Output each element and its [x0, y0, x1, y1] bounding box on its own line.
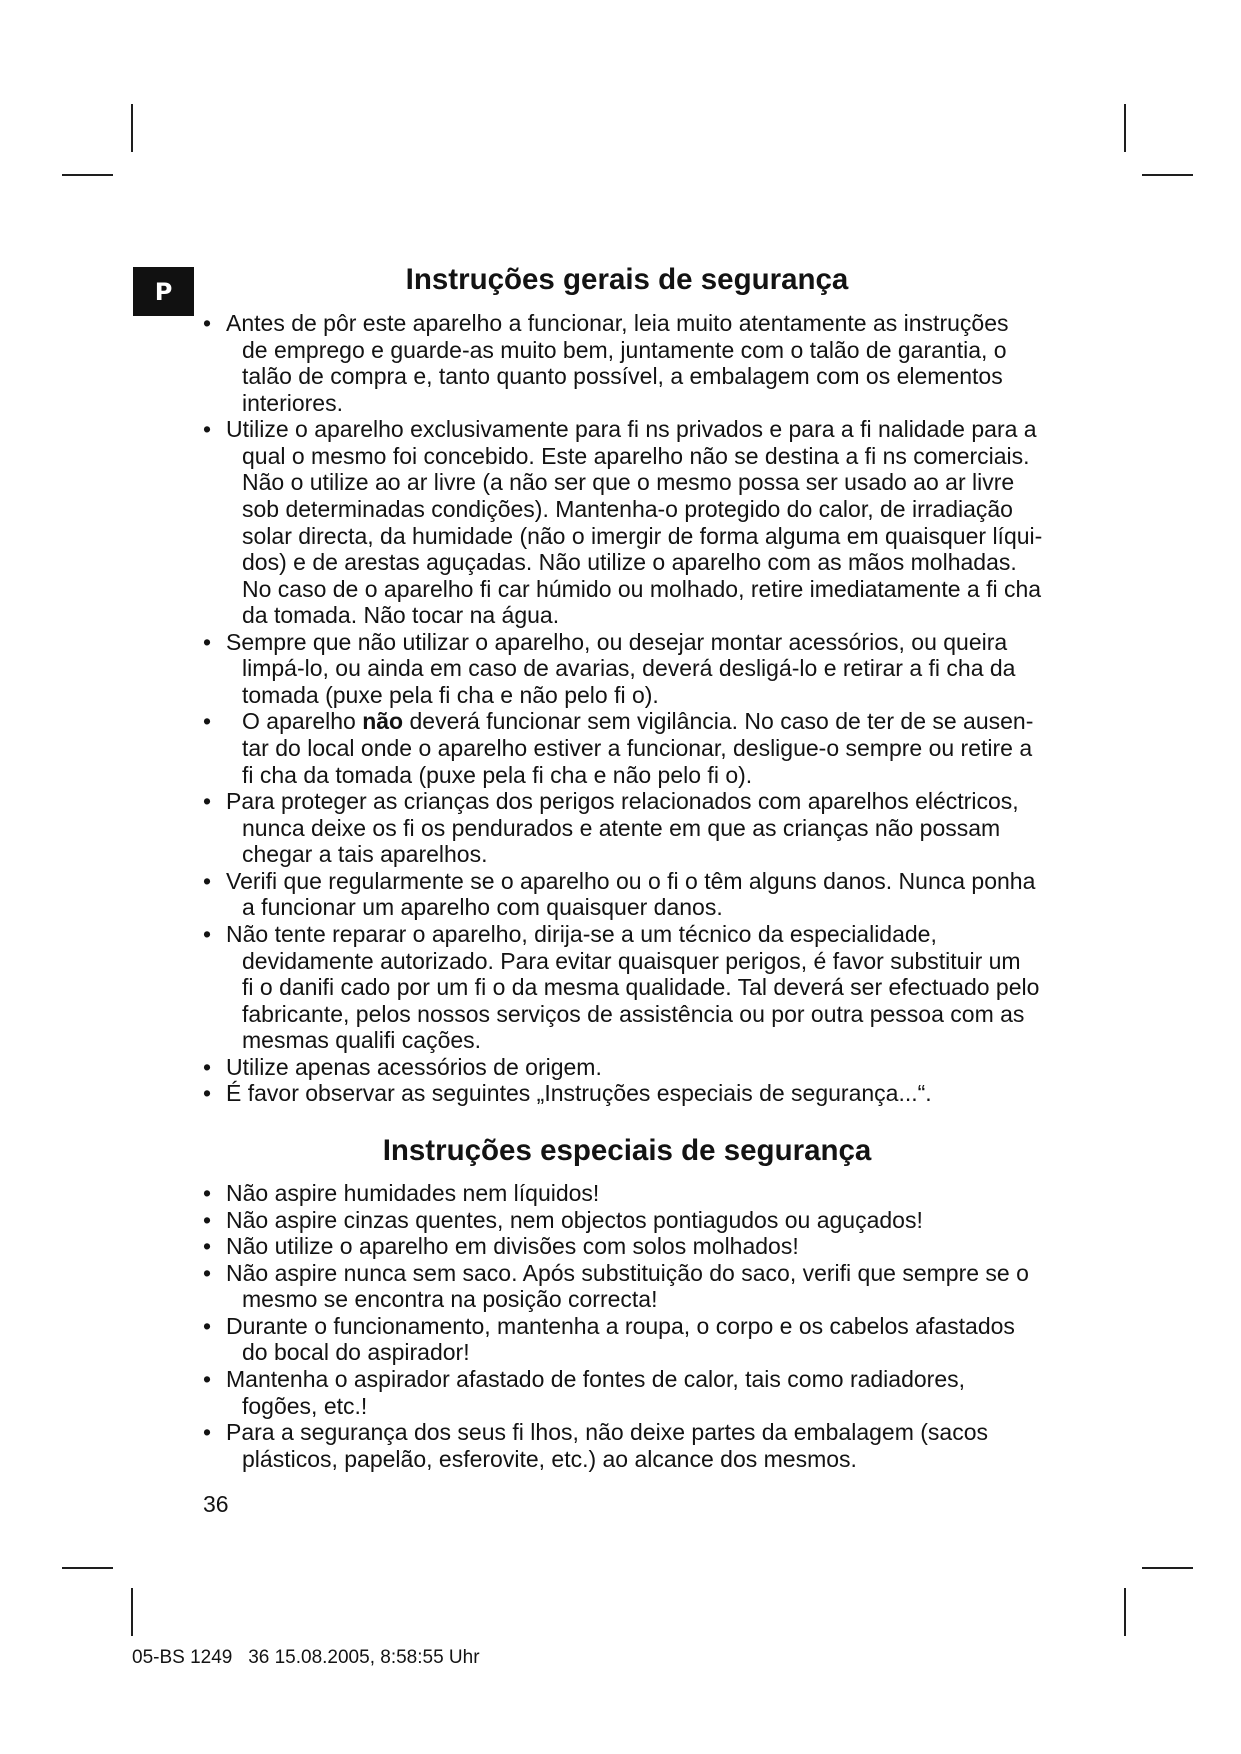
safety-instruction-item — [203, 310, 1042, 416]
text-line: plásticos, papelão, esferovite, etc.) ao alcance dos mesmos. — [242, 1445, 857, 1472]
safety-instruction-item — [203, 920, 1042, 1054]
text-line: mesmo se encontra na posição correcta! — [242, 1286, 658, 1313]
text-line — [226, 708, 1042, 735]
text-line: do bocal do aspirador! — [242, 1339, 470, 1366]
text-line: a funcionar um aparelho com quaisquer danos. — [242, 894, 723, 921]
text-line: de emprego e guarde-as muito bem, juntamente com o talão de garantia, o — [242, 336, 1007, 363]
bullet: • — [203, 920, 212, 947]
bullet: • — [203, 1259, 212, 1286]
language-tab-marker: P — [133, 267, 194, 316]
bullet: • — [203, 310, 212, 336]
safety-instruction-item — [203, 1419, 1029, 1472]
text-line: Verifi que regularmente se o aparelho ou o fi o têm alguns danos. Nunca ponha — [226, 867, 1036, 894]
crop-mark-bottom-right-vertical — [1124, 1588, 1126, 1636]
text-line: Utilize apenas acessórios de origem. — [226, 1053, 602, 1080]
text-line: chegar a tais aparelhos. — [242, 841, 488, 868]
text-line: Utilize o aparelho exclusivamente para fi ns privados e para a fi nalidade para a — [226, 416, 1037, 443]
text-line: talão de compra e, tanto quanto possível, a embalagem com os elementos — [242, 363, 1003, 390]
general-safety-list — [203, 310, 1043, 1107]
text-line: nunca deixe os fi os pendurados e atente em que as crianças não possam — [242, 814, 1001, 841]
safety-instruction-item — [203, 1053, 1042, 1081]
text-line: mesmas qualifi cações. — [242, 1027, 482, 1054]
text-line: tomada (puxe pela fi cha e não pelo fi o). — [242, 681, 659, 708]
text-line: solar directa, da humidade (não o imergir de forma alguma em quaisquer líqui- — [242, 522, 1043, 549]
safety-instruction-item — [203, 1180, 1029, 1207]
safety-instruction-item — [203, 1365, 1029, 1419]
crop-mark-top-left-horizontal — [62, 174, 113, 176]
bullet: • — [203, 1233, 212, 1260]
section-title-general: Instruções gerais de segurança — [405, 263, 849, 296]
bullet: • — [203, 628, 212, 655]
text-segment: deverá funcionar sem vigilância. No caso de ter de se ausen- — [403, 708, 1034, 735]
crop-mark-bottom-left-horizontal — [62, 1567, 113, 1569]
text-line: Para a segurança dos seus fi lhos, não deixe partes da embalagem (sacos — [226, 1419, 988, 1446]
bullet: • — [203, 1312, 212, 1339]
text-line: Não aspire cinzas quentes, nem objectos pontiagudos ou aguçados! — [226, 1206, 923, 1233]
special-safety-list — [203, 1180, 1029, 1472]
safety-instruction-item — [203, 1233, 1029, 1260]
crop-mark-bottom-left-vertical — [131, 1588, 133, 1636]
safety-instruction-item — [203, 788, 1042, 868]
text-line: fogões, etc.! — [242, 1392, 368, 1419]
text-line: fi o danifi cado por um fi o da mesma qualidade. Tal deverá ser efectuado pelo — [242, 974, 1040, 1001]
text-line: tar do local onde o aparelho estiver a funcionar, desligue-o sempre ou retire a — [242, 735, 1033, 761]
safety-instruction-item — [203, 1080, 1042, 1107]
text-line: Durante o funcionamento, mantenha a roupa, o corpo e os cabelos afastados — [226, 1312, 1015, 1339]
bullet: • — [203, 1206, 212, 1233]
text-line: Para proteger as crianças dos perigos relacionados com aparelhos eléctricos, — [226, 788, 1019, 815]
section-title-special: Instruções especiais de segurança — [382, 1134, 872, 1167]
bullet: • — [203, 708, 212, 735]
text-line: Não utilize o aparelho em divisões com solos molhados! — [226, 1233, 799, 1260]
safety-instruction-item — [203, 628, 1042, 709]
text-line: No caso de o aparelho fi car húmido ou molhado, retire imediatamente a fi cha — [242, 575, 1042, 602]
safety-instruction-item — [203, 1206, 1029, 1234]
text-line: Não aspire humidades nem líquidos! — [226, 1180, 600, 1206]
text-line: Mantenha o aspirador afastado de fontes de calor, tais como radiadores, — [226, 1365, 966, 1392]
text-line: qual o mesmo foi concebido. Este aparelho não se destina a fi ns comerciais. — [242, 442, 1030, 469]
emphasis-text: não — [362, 708, 404, 735]
text-line: Não tente reparar o aparelho, dirija-se a um técnico da especialidade, — [226, 920, 937, 947]
text-line: fabricante, pelos nossos serviços de assistência ou por outra pessoa com as — [242, 1000, 1025, 1027]
text-line: da tomada. Não tocar na água. — [242, 602, 560, 629]
text-segment: O aparelho — [242, 708, 363, 735]
bullet: • — [203, 1365, 212, 1392]
text-line: Não o utilize ao ar livre (a não ser que o mesmo possa ser usado ao ar livre — [242, 469, 1015, 496]
text-line: Não aspire nunca sem saco. Após substituição do saco, verifi que sempre se o — [226, 1259, 1029, 1286]
bullet: • — [203, 416, 212, 443]
text-line: sob determinadas condições). Mantenha-o protegido do calor, de irradiação — [242, 495, 1013, 522]
bullet: • — [203, 788, 212, 815]
page-number: 36 — [203, 1491, 229, 1517]
crop-mark-top-left-vertical — [131, 104, 133, 152]
text-line: interiores. — [242, 389, 343, 416]
bullet: • — [203, 1180, 212, 1206]
text-line: devidamente autorizado. Para evitar quaisquer perigos, é favor substituir um — [242, 947, 1021, 974]
text-line: Sempre que não utilizar o aparelho, ou desejar montar acessórios, ou queira — [226, 628, 1008, 655]
bullet: • — [203, 1080, 212, 1107]
bullet: • — [203, 867, 212, 894]
bullet: • — [203, 1419, 212, 1446]
bullet: • — [203, 1053, 212, 1080]
text-line: fi cha da tomada (puxe pela fi cha e não pelo fi o). — [242, 761, 753, 788]
crop-mark-top-right-horizontal — [1142, 174, 1193, 176]
safety-instruction-item — [203, 1259, 1029, 1313]
safety-instruction-item — [203, 1312, 1029, 1366]
crop-mark-top-right-vertical — [1124, 104, 1126, 152]
text-line: dos) e de arestas aguçadas. Não utilize o aparelho com as mãos molhadas. — [242, 549, 1017, 576]
safety-instruction-item — [203, 416, 1043, 629]
crop-mark-bottom-right-horizontal — [1142, 1567, 1193, 1569]
text-line: limpá-lo, ou ainda em caso de avarias, deverá desligá-lo e retirar a fi cha da — [242, 655, 1016, 682]
text-line: É favor observar as seguintes „Instruções especiais de segurança...“. — [226, 1080, 932, 1107]
text-line: Antes de pôr este aparelho a funcionar, leia muito atentamente as instruções — [226, 310, 1009, 336]
safety-instruction-item — [203, 708, 1042, 788]
print-slug-footer: 05-BS 1249 36 15.08.2005, 8:58:55 Uhr — [132, 1647, 480, 1668]
safety-instruction-item — [203, 867, 1042, 921]
